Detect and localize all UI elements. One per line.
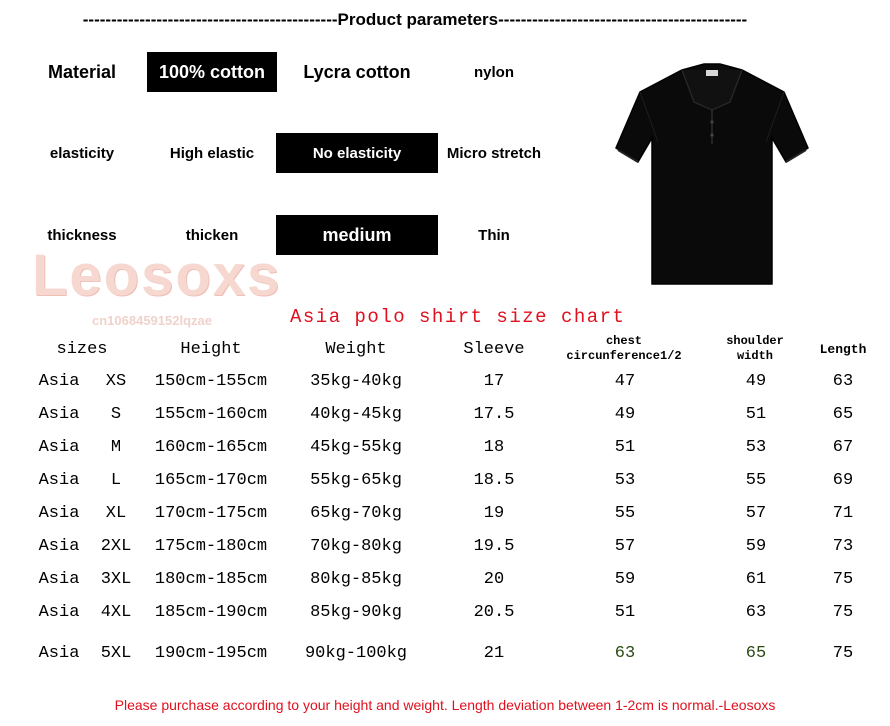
param-label: thickness <box>47 226 117 244</box>
cell-length: 67 <box>832 438 854 457</box>
cell-length: 71 <box>832 504 854 523</box>
header-length: Length <box>819 342 867 357</box>
cell-length: 75 <box>832 570 854 589</box>
cell-height: 190cm-195cm <box>154 644 268 663</box>
cell-region: Asia <box>38 537 80 556</box>
cell-chest: 47 <box>614 372 636 391</box>
store-id-watermark: cn1068459152lqzae <box>92 313 212 328</box>
header-weight: Weight <box>325 340 387 359</box>
cell-region: Asia <box>38 603 80 622</box>
cell-weight: 90kg-100kg <box>304 644 408 663</box>
header-chest <box>554 334 694 364</box>
brand-watermark: Leosoxs <box>32 243 282 308</box>
cell-shoulder: 51 <box>745 405 767 424</box>
param-option: Lycra cotton <box>303 61 411 82</box>
cell-size: S <box>110 405 122 424</box>
cell-size: XS <box>105 372 127 391</box>
header-sleeve: Sleeve <box>463 340 525 359</box>
param-label: Material <box>47 61 117 82</box>
param-option: thicken <box>185 226 239 244</box>
cell-weight: 85kg-90kg <box>310 603 402 622</box>
cell-sleeve: 19 <box>483 504 505 523</box>
cell-height: 185cm-190cm <box>154 603 268 622</box>
cell-height: 155cm-160cm <box>154 405 268 424</box>
cell-height: 160cm-165cm <box>154 438 268 457</box>
cell-chest: 63 <box>614 644 636 663</box>
cell-length: 69 <box>832 471 854 490</box>
cell-region: Asia <box>38 471 80 490</box>
cell-weight: 70kg-80kg <box>310 537 402 556</box>
header-shoulder <box>715 334 795 364</box>
cell-chest: 53 <box>614 471 636 490</box>
cell-region: Asia <box>38 372 80 391</box>
header-shoulder-line2: width <box>736 349 773 363</box>
cell-chest: 57 <box>614 537 636 556</box>
cell-chest: 51 <box>614 603 636 622</box>
cell-region: Asia <box>38 504 80 523</box>
cell-shoulder: 65 <box>745 644 767 663</box>
header-shoulder-line1: shoulder <box>726 334 784 348</box>
cell-region: Asia <box>38 405 80 424</box>
cell-shoulder: 63 <box>745 603 767 622</box>
cell-shoulder: 53 <box>745 438 767 457</box>
cell-size: 2XL <box>100 537 132 556</box>
header-chest-line1: chest <box>605 334 642 348</box>
cell-sleeve: 20 <box>483 570 505 589</box>
cell-weight: 55kg-65kg <box>310 471 402 490</box>
cell-region: Asia <box>38 570 80 589</box>
product-parameters-title: ---------------------------------------------Product parameters-------------------------------------------- <box>82 10 748 29</box>
cell-length: 75 <box>832 603 854 622</box>
cell-weight: 45kg-55kg <box>310 438 402 457</box>
param-option-selected: medium <box>276 215 438 255</box>
cell-region: Asia <box>38 644 80 663</box>
header-height: Height <box>180 340 242 359</box>
cell-size: XL <box>105 504 127 523</box>
param-option: High elastic <box>169 144 255 162</box>
cell-sleeve: 17.5 <box>473 405 515 424</box>
header-sizes: sizes <box>56 340 108 359</box>
cell-shoulder: 55 <box>745 471 767 490</box>
cell-size: 5XL <box>100 644 132 663</box>
param-label: elasticity <box>49 144 115 162</box>
param-option: Micro stretch <box>446 144 542 162</box>
cell-shoulder: 49 <box>745 372 767 391</box>
cell-height: 170cm-175cm <box>154 504 268 523</box>
purchase-note: Please purchase according to your height and weight. Length deviation between 1-2cm is normal.-Leosoxs <box>114 697 776 713</box>
cell-height: 180cm-185cm <box>154 570 268 589</box>
cell-sleeve: 18 <box>483 438 505 457</box>
cell-shoulder: 61 <box>745 570 767 589</box>
cell-chest: 49 <box>614 405 636 424</box>
cell-length: 65 <box>832 405 854 424</box>
cell-height: 150cm-155cm <box>154 372 268 391</box>
cell-length: 75 <box>832 644 854 663</box>
param-option-selected: No elasticity <box>276 133 438 173</box>
cell-region: Asia <box>38 438 80 457</box>
param-option-selected: 100% cotton <box>147 52 277 92</box>
cell-weight: 65kg-70kg <box>310 504 402 523</box>
size-chart-title: Asia polo shirt size chart <box>290 306 626 328</box>
param-option: Thin <box>478 226 510 244</box>
cell-shoulder: 59 <box>745 537 767 556</box>
cell-size: L <box>110 471 122 490</box>
cell-height: 165cm-170cm <box>154 471 268 490</box>
cell-sleeve: 21 <box>483 644 505 663</box>
cell-chest: 55 <box>614 504 636 523</box>
cell-height: 175cm-180cm <box>154 537 268 556</box>
header-chest-line2: circunference1/2 <box>566 349 682 363</box>
param-option: nylon <box>474 63 514 81</box>
cell-chest: 59 <box>614 570 636 589</box>
cell-sleeve: 19.5 <box>473 537 515 556</box>
cell-weight: 35kg-40kg <box>310 372 402 391</box>
cell-chest: 51 <box>614 438 636 457</box>
cell-length: 63 <box>832 372 854 391</box>
cell-size: 4XL <box>100 603 132 622</box>
cell-sleeve: 18.5 <box>473 471 515 490</box>
cell-sleeve: 17 <box>483 372 505 391</box>
cell-weight: 40kg-45kg <box>310 405 402 424</box>
polo-shirt-image <box>612 62 812 287</box>
cell-shoulder: 57 <box>745 504 767 523</box>
cell-size: M <box>110 438 122 457</box>
cell-length: 73 <box>832 537 854 556</box>
cell-sleeve: 20.5 <box>473 603 515 622</box>
cell-weight: 80kg-85kg <box>310 570 402 589</box>
cell-size: 3XL <box>100 570 132 589</box>
